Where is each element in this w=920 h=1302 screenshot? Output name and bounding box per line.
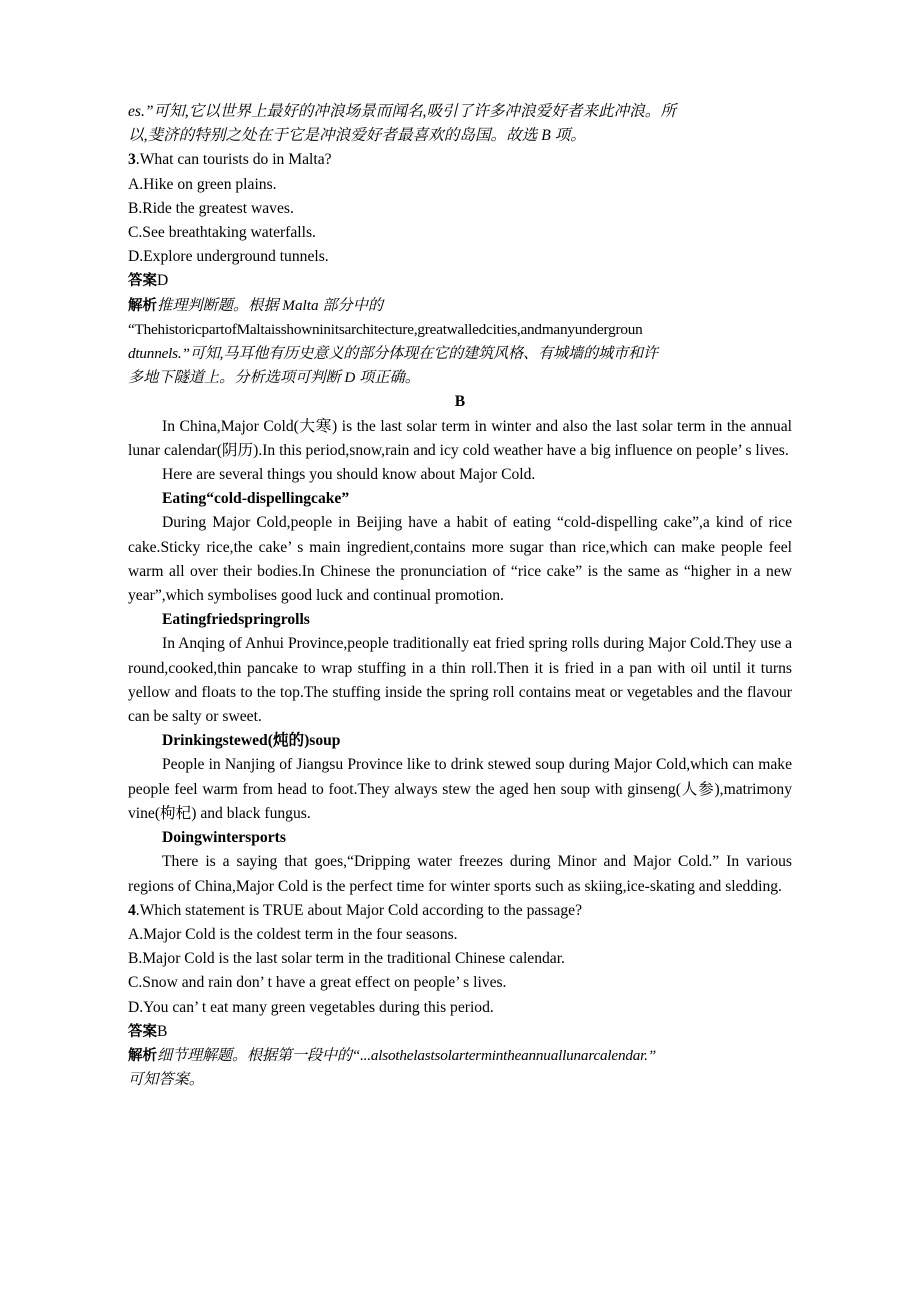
question-4-stem: .Which statement is TRUE about Major Cold according to the passage? (135, 901, 582, 919)
top-fragment-line-2: 以,斐济的特别之处在于它是冲浪爱好者最喜欢的岛国。故选 B 项。 (128, 127, 586, 145)
passage-b-subheading-2: Eatingfriedspringrolls (162, 611, 310, 629)
question-3-answer-row (128, 269, 792, 293)
question-3 (128, 148, 792, 390)
question-3-explanation-first-line (128, 294, 792, 318)
passage-b-subheading-3: Drinkingstewed(炖的)soup (162, 732, 341, 750)
question-3-answer-label: 答案 (128, 273, 157, 290)
passage-b-paragraph-6: There is a saying that goes,“Dripping water freezes during Minor and Major Cold.” In various regions of China,Major Cold is the perfect time for winter sports such as skiing,ice-skating and sledding. (128, 853, 792, 895)
top-fragment (128, 100, 792, 148)
question-4 (128, 899, 792, 1093)
passage-b-paragraph-4: In Anqing of Anhui Province,people traditionally eat fried spring rolls during Major Cold.They use a round,cooked,thin pancake to wrap stuffing in a thin roll.Then it is fried in a pan with oil until it turns yellow and floats to the top.The stuffing inside the spring roll contains meat or vegetables and the flavour can be salty or sweet. (128, 635, 792, 726)
question-3-explanation-text-2: “ThehistoricpartofMaltaisshowninitsarchitecture,greatwalledcities,andmanyundergroun (128, 320, 643, 338)
passage-b-heading: B (454, 393, 466, 411)
question-4-option-c: C.Snow and rain don’ t have a great effect on people’ s lives. (128, 974, 507, 992)
question-3-answer-value: D (157, 272, 169, 290)
top-fragment-line-1: es.”可知,它以世界上最好的冲浪场景而闻名,吸引了许多冲浪爱好者来此冲浪。所 (128, 103, 676, 120)
question-4-answer-value: B (157, 1022, 168, 1040)
question-3-explanation-label: 解析 (128, 297, 157, 314)
question-3-option-d: D.Explore underground tunnels. (128, 248, 329, 266)
question-3-number: 3 (128, 151, 136, 169)
question-4-option-b: B.Major Cold is the last solar term in the traditional Chinese calendar. (128, 950, 565, 968)
question-4-number: 4 (128, 901, 136, 919)
passage-b-paragraph-5: People in Nanjing of Jiangsu Province like to drink stewed soup during Major Cold,which can make people feel warm from head to foot.They always stew the aged hen soup with ginseng(人参),matrimony vine(枸杞) and black fungus. (128, 756, 792, 822)
passage-b-paragraph-2: Here are several things you should know about Major Cold. (162, 466, 536, 484)
question-3-stem: .What can tourists do in Malta? (135, 151, 332, 169)
question-4-explanation-first-line (128, 1044, 792, 1068)
question-3-explanation-text-4: 多地下隧道上。分析选项可判断 D 项正确。 (128, 369, 420, 387)
question-4-answer-row (128, 1020, 792, 1044)
question-3-explanation-text-1: 推理判断题。根据 Malta 部分中的 (157, 296, 384, 314)
question-4-option-a: A.Major Cold is the coldest term in the four seasons. (128, 925, 458, 943)
question-4-explanation-text-1: 细节理解题。根据第一段中的“...alsothelastsolartermintheannuallunarcalendar.” (157, 1046, 657, 1064)
passage-b-paragraph-1: In China,Major Cold(大寒) is the last solar term in winter and also the last solar term in the annual lunar calendar(阴历).In this period,snow,rain and icy cold weather have a big influence on people’ s lives. (128, 417, 792, 459)
passage-b-paragraph-3: During Major Cold,people in Beijing have a habit of eating “cold-dispelling cake”,a kind of rice cake.Sticky rice,the cake’ s main ingredient,contains more sugar than rice,which can make people feel warm all over their bodies.In Chinese the pronunciation of “rice cake” is the same as “higher in a new year”,which symbolises good luck and continual promotion. (128, 514, 792, 605)
document-content (128, 100, 792, 1092)
question-3-option-b: B.Ride the greatest waves. (128, 199, 294, 217)
passage-b-subheading-4: Doingwintersports (162, 829, 286, 847)
question-4-stem-line (128, 899, 792, 923)
question-4-answer-label: 答案 (128, 1023, 157, 1040)
question-3-option-a: A.Hike on green plains. (128, 175, 277, 193)
question-4-explanation-text-2: 可知答案。 (128, 1071, 204, 1089)
question-3-explanation-text-3: dtunnels.”可知,马耳他有历史意义的部分体现在它的建筑风格、有城墙的城市和许 (128, 345, 658, 363)
passage-b (128, 390, 792, 898)
question-3-option-c: C.See breathtaking waterfalls. (128, 224, 316, 242)
passage-b-subheading-1: Eating“cold-dispellingcake” (162, 490, 350, 508)
question-4-option-d: D.You can’ t eat many green vegetables during this period. (128, 998, 494, 1016)
question-3-stem-line (128, 148, 792, 172)
question-4-explanation-label: 解析 (128, 1047, 157, 1064)
